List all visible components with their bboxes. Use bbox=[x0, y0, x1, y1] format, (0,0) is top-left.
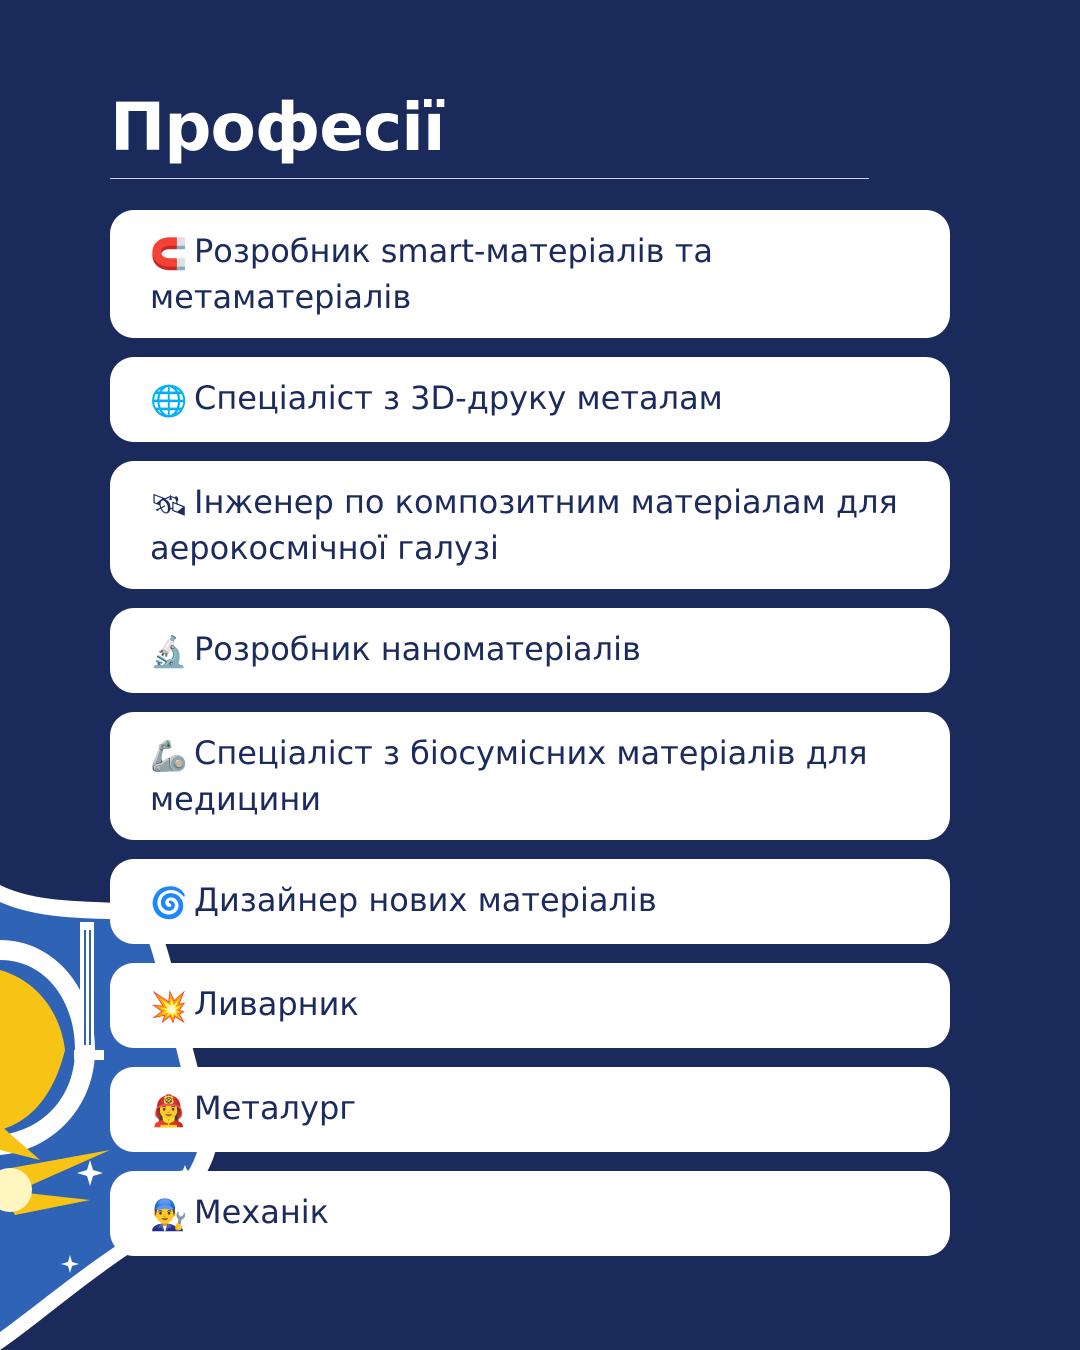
title-divider bbox=[110, 178, 869, 179]
mechanical-arm-icon: 🦾 bbox=[150, 738, 188, 774]
profession-card bbox=[110, 461, 950, 589]
profession-card bbox=[110, 608, 950, 693]
profession-card bbox=[110, 963, 950, 1048]
profession-label: Ливарник bbox=[194, 984, 359, 1023]
profession-label: Інженер по композитним матеріалам для аерокосмічної галузі bbox=[150, 482, 898, 567]
satellite-icon: 🛰 bbox=[150, 487, 189, 523]
firefighter-icon: 👩‍🚒 bbox=[150, 1093, 188, 1129]
mechanic-icon: 👨‍🔧 bbox=[150, 1197, 188, 1233]
profession-card bbox=[110, 1171, 950, 1256]
profession-label: Металург bbox=[194, 1088, 357, 1127]
professions-list bbox=[110, 210, 950, 1275]
magnet-icon: 🧲 bbox=[150, 236, 188, 272]
profession-card bbox=[110, 712, 950, 840]
globe-icon: 🌐 bbox=[150, 383, 188, 419]
page-title: Професії bbox=[110, 89, 445, 166]
profession-label: Механік bbox=[194, 1192, 329, 1231]
profession-card bbox=[110, 210, 950, 338]
profession-label: Спеціаліст з біосумісних матеріалів для медицини bbox=[150, 733, 868, 818]
profession-label: Дизайнер нових матеріалів bbox=[194, 880, 657, 919]
cyclone-icon: 🌀 bbox=[150, 885, 188, 921]
profession-label: Спеціаліст з 3D-друку металам bbox=[194, 378, 723, 417]
collision-icon: 💥 bbox=[150, 989, 188, 1025]
microscope-icon: 🔬 bbox=[150, 634, 188, 670]
profession-label: Розробник smart-матеріалів та метаматеріалів bbox=[150, 231, 713, 316]
profession-card bbox=[110, 357, 950, 442]
profession-label: Розробник наноматеріалів bbox=[194, 629, 641, 668]
profession-card bbox=[110, 1067, 950, 1152]
profession-card bbox=[110, 859, 950, 944]
